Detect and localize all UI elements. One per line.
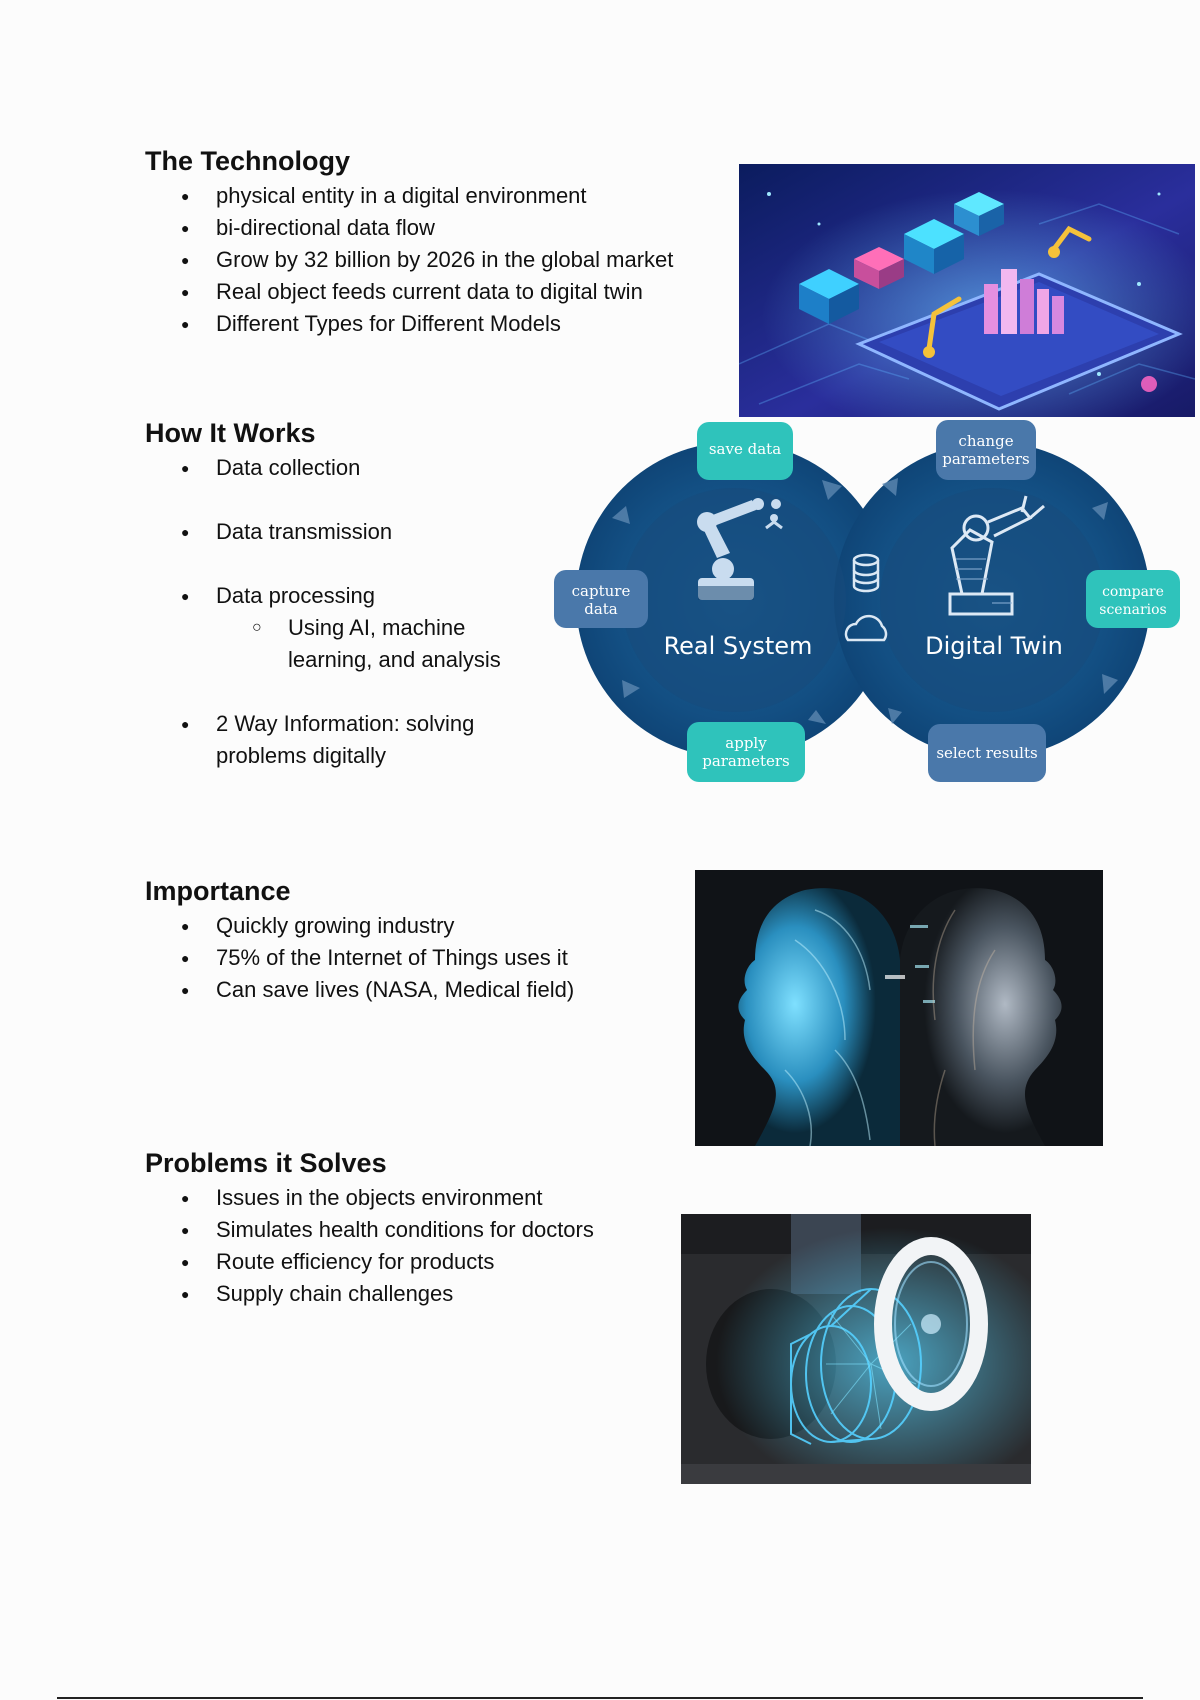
svg-text:data: data: [584, 600, 618, 618]
circle-bullet-icon: ○: [252, 619, 262, 636]
svg-text:select results: select results: [936, 744, 1038, 762]
compare-scenarios-badge: [1086, 570, 1180, 628]
list-item: ● Can save lives (NASA, Medical field): [145, 974, 574, 1006]
section-title: The Technology: [145, 146, 351, 176]
select-results-badge: [928, 724, 1046, 782]
sub-list-item: [216, 612, 518, 676]
svg-text:apply: apply: [725, 734, 767, 752]
ai-faces-image: [695, 870, 1103, 1146]
list-item: ● Different Types for Different Models: [145, 308, 673, 340]
svg-text:save data: save data: [708, 440, 782, 458]
section-title: Problems it Solves: [145, 1148, 387, 1178]
digital-twin-diagram: [552, 418, 1192, 790]
list-item: ● bi-directional data flow: [145, 212, 673, 244]
bullet-list: [145, 452, 585, 772]
smart-city-image: [739, 164, 1195, 417]
list-item: ● Data transmission: [145, 516, 585, 548]
svg-text:scenarios: scenarios: [1099, 602, 1167, 618]
sub-item-label: Using AI, machine learning, and analysis: [288, 615, 501, 672]
svg-text:parameters: parameters: [942, 450, 1030, 468]
list-item-label: Data processing: [216, 583, 375, 608]
save-data-badge: [697, 422, 793, 480]
apply-parameters-badge: [687, 722, 805, 782]
svg-text:parameters: parameters: [702, 752, 790, 770]
section-title: Importance: [145, 876, 291, 906]
section-how-it-works: [145, 418, 585, 772]
list-item: ● Grow by 32 billion by 2026 in the global market: [145, 244, 673, 276]
list-item: ● Issues in the objects environment: [145, 1182, 594, 1214]
section-problems: [145, 1148, 594, 1310]
capture-data-badge: [554, 570, 648, 628]
list-item: ● physical entity in a digital environment: [145, 180, 673, 212]
change-parameters-badge: [936, 420, 1036, 480]
svg-text:capture: capture: [571, 582, 631, 600]
list-item: ● Data collection: [145, 452, 585, 484]
svg-text:compare: compare: [1102, 584, 1164, 600]
real-system-label: Real System: [663, 632, 813, 660]
footer-rule: [57, 1697, 1143, 1699]
svg-text:change: change: [958, 432, 1014, 450]
list-item: ● Route efficiency for products: [145, 1246, 594, 1278]
bullet-list: [145, 180, 673, 340]
list-item: ● Real object feeds current data to digital twin: [145, 276, 673, 308]
bullet-list: [145, 910, 574, 1006]
list-item: ● 2 Way Information: solving problems digitally: [145, 708, 536, 772]
list-item: ● Quickly growing industry: [145, 910, 574, 942]
list-item: ● Simulates health conditions for doctors: [145, 1214, 594, 1246]
list-item: ● Supply chain challenges: [145, 1278, 594, 1310]
list-item: [145, 580, 585, 676]
section-importance: [145, 876, 574, 1006]
section-title: How It Works: [145, 418, 316, 448]
digital-twin-label: Digital Twin: [925, 632, 1063, 660]
bullet-list: [145, 1182, 594, 1310]
jet-engine-image: [681, 1214, 1031, 1484]
list-item: ● 75% of the Internet of Things uses it: [145, 942, 574, 974]
section-technology: [145, 146, 673, 340]
